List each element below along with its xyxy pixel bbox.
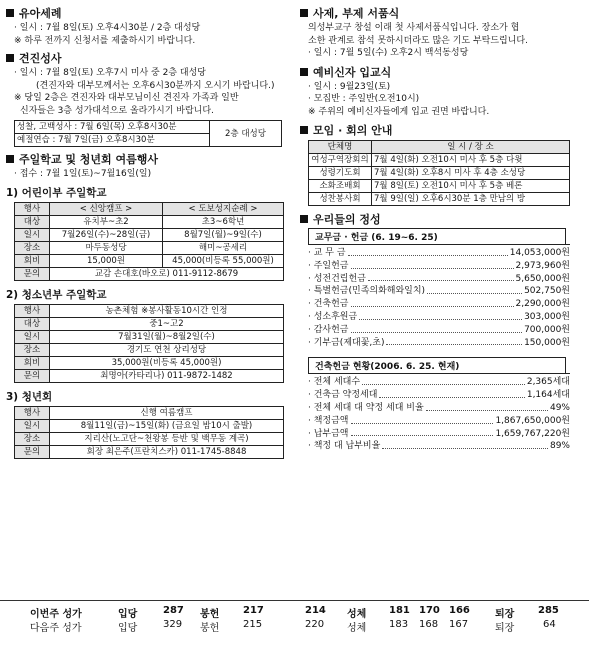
- table-cell: 성찬봉사회: [309, 193, 372, 206]
- young-adult-table: [14, 406, 284, 459]
- list-item: · 책정 대 납부비율 89%: [308, 441, 570, 452]
- table-cell: 최명아(카타리나) 011-9872-1482: [50, 369, 284, 382]
- table-row: [15, 215, 284, 228]
- text-line: (견진자와 대부모께서는 오후6시30분까지 오시기 바랍니다.): [36, 80, 275, 91]
- confirmation-schedule-table: [14, 120, 282, 147]
- text-line: ※ 당일 2층은 견진자와 대부모님이신 견진자 가족과 일반: [14, 93, 239, 103]
- table-cell: 8월11일(금)~15일(화) (금요일 밤10시 출발): [50, 419, 284, 432]
- hymn-cell: 170: [419, 605, 440, 616]
- text-line: · 일시 : 9월23일(토): [308, 81, 391, 92]
- table-row: [15, 202, 284, 215]
- table-row: [15, 406, 284, 419]
- table-cell: 7월 4일(화) 오후8시 미사 후 4층 소성당: [372, 167, 570, 180]
- text-line: · 모집반 : 주일반(오전10시): [308, 94, 420, 104]
- hymn-footer: [0, 600, 589, 634]
- section-infant-baptism: 유아세례: [6, 5, 290, 21]
- hymn-cell: 64: [543, 619, 556, 630]
- table-row: [15, 317, 284, 330]
- table-cell: 대상: [15, 317, 50, 330]
- text-line: · 일시 : 7월 8일(토) 오후7시 미사 중 2층 대성당: [14, 68, 206, 78]
- building-fund-box-title: 건축헌금 현황(2006. 6. 25. 현재): [308, 357, 566, 373]
- list-item: · 납부금액 1,659,767,220원: [308, 428, 570, 439]
- table-row: [15, 445, 284, 458]
- section-ordination: 사제, 부제 서품식: [300, 5, 583, 21]
- table-cell: 성찰, 고백성사 : 7월 6일(목) 오후8시30분: [15, 121, 210, 134]
- table-row: [15, 369, 284, 382]
- hymn-cell: 168: [419, 619, 439, 630]
- text-line: 소한 관계로 참석 못하시더라도 많은 기도 부탁드립니다.: [308, 35, 528, 46]
- table-row: [15, 267, 284, 280]
- right-column: [300, 0, 583, 453]
- section-catechumen: 예비신자 입교식: [300, 64, 583, 80]
- table-cell: < 도보성지순례 >: [163, 202, 284, 215]
- list-item: · 전체 세대 대 약정 세대 비율 49%: [308, 402, 570, 413]
- hymn-cell: 215: [243, 619, 263, 630]
- bullet-square-icon: [300, 9, 308, 17]
- table-cell: 7월 4일(화) 오전10시 미사 후 5층 다윗: [372, 154, 570, 167]
- table-cell: 교감 손대호(바오로) 011-9112-8679: [50, 267, 284, 280]
- hymn-row-this-week: [0, 605, 589, 619]
- text-line: · 일시 : 7월 5일(수) 오후2시 백석동성당: [308, 48, 469, 58]
- list-item: · 건축헌금 2,290,000원: [308, 299, 570, 310]
- section-summer-events: 주일학교 및 청년회 여름행사: [6, 151, 290, 167]
- left-column: [6, 0, 290, 462]
- table-cell: 지리산(노고단~천왕봉 등반 및 백무동 계곡): [50, 432, 284, 445]
- table-cell: 7월31일(월)~8월2일(수): [50, 330, 284, 343]
- table-cell: 예절연습 : 7월 7일(금) 오후8시30분: [15, 134, 210, 147]
- table-cell: 농촌체험 ※봉사활동10시간 인정: [50, 304, 284, 317]
- table-cell: 회비: [15, 254, 50, 267]
- table-cell: 7월 8일(토) 오전10시 미사 후 5층 베론: [372, 180, 570, 193]
- table-cell: 회비: [15, 356, 50, 369]
- table-cell: 문의: [15, 369, 50, 382]
- table-cell: 행사: [15, 304, 50, 317]
- subsection-youth: 2) 청소년부 주일학교: [6, 288, 107, 301]
- subsection-children: 1) 어린이부 주일학교: [6, 186, 107, 199]
- list-item: · 건축금 약정세대 1,164세대: [308, 390, 570, 401]
- table-cell: 대상: [15, 215, 50, 228]
- table-cell: 경기도 연천 상리성당: [50, 343, 284, 356]
- table-cell: 일시: [15, 228, 50, 241]
- children-table: [14, 202, 284, 281]
- hymn-cell: 봉헌: [200, 623, 220, 634]
- table-cell: 장소: [15, 241, 50, 254]
- table-row: [15, 228, 284, 241]
- hymn-cell: 입당: [118, 609, 138, 620]
- table-cell: 행사: [15, 406, 50, 419]
- hymn-cell: 287: [163, 605, 184, 616]
- table-cell: 여성구역장회의: [309, 154, 372, 167]
- table-cell: 장소: [15, 432, 50, 445]
- list-item: · 교 무 금 14,053,000원: [308, 248, 570, 258]
- list-item: · 감사헌금 700,000원: [308, 324, 570, 335]
- table-cell: 회장 최은주(프란치스카) 011-1745-8848: [50, 445, 284, 458]
- hymn-cell: 220: [305, 619, 325, 630]
- table-row: [15, 304, 284, 317]
- table-row: [309, 141, 570, 154]
- text-line: 의성부교구 창설 이래 첫 사제서품식입니다. 장소가 협: [308, 23, 520, 33]
- table-cell: 초3~6학년: [163, 215, 284, 228]
- section-offerings: 우리들의 정성: [300, 211, 583, 227]
- table-row: [15, 432, 284, 445]
- table-row: [15, 254, 284, 267]
- table-cell: 8월7일(월)~9일(수): [163, 228, 284, 241]
- table-cell: 문의: [15, 267, 50, 280]
- hymn-cell: 퇴장: [495, 623, 515, 634]
- youth-table: [14, 304, 284, 383]
- bullet-square-icon: [300, 68, 308, 76]
- table-row: [309, 193, 570, 206]
- table-row: [309, 167, 570, 180]
- table-row: [15, 419, 284, 432]
- text-line: · 일시 : 7월 8일(토) 오후4시30분 / 2층 대성당: [14, 23, 201, 33]
- list-item: · 기부금(제대꽃,초) 150,000원: [308, 337, 570, 348]
- table-row: [15, 241, 284, 254]
- hymn-cell: 퇴장: [495, 609, 515, 620]
- table-cell: 일시: [15, 330, 50, 343]
- hymn-label: 이번주 성가: [30, 609, 82, 620]
- offerings-box-title: 교무금 · 헌금 (6. 19~6. 25): [308, 228, 566, 244]
- text-line: 신자들은 3층 성가대석으로 올라가시기 바랍니다.: [20, 105, 214, 116]
- hymn-cell: 183: [389, 619, 409, 630]
- table-cell: 45,000(비등록 55,000원): [163, 254, 284, 267]
- bullet-square-icon: [6, 155, 14, 163]
- table-cell: 중1~고2: [50, 317, 284, 330]
- hymn-cell: 181: [389, 605, 410, 616]
- list-item: · 전체 세대수 2,365세대: [308, 377, 570, 388]
- subsection-young-adult: 3) 청년회: [6, 390, 53, 403]
- hymn-cell: 봉헌: [200, 609, 220, 620]
- table-cell: 성령기도회: [309, 167, 372, 180]
- table-row: [15, 356, 284, 369]
- table-cell: 2층 대성당: [210, 121, 282, 147]
- list-item: · 특별헌금(민족의화해와일치) 502,750원: [308, 286, 570, 297]
- hymn-cell: 성체: [347, 609, 367, 620]
- bullet-square-icon: [6, 9, 14, 17]
- table-cell: 35,000원(비등록 45,000원): [50, 356, 284, 369]
- hymn-cell: 214: [305, 605, 326, 616]
- table-cell: < 신앙캠프 >: [50, 202, 163, 215]
- table-cell: 소화조배회: [309, 180, 372, 193]
- hymn-cell: 167: [449, 619, 469, 630]
- hymn-row-next-week: [0, 619, 589, 633]
- bullet-square-icon: [6, 54, 14, 62]
- table-row: [15, 330, 284, 343]
- offerings-box: [308, 228, 570, 453]
- bullet-square-icon: [300, 126, 308, 134]
- table-cell: 신행 여름캠프: [50, 406, 284, 419]
- list-item: · 책정금액 1,867,650,000원: [308, 415, 570, 426]
- table-cell: 장소: [15, 343, 50, 356]
- table-cell: 마두동성당: [50, 241, 163, 254]
- table-row: [309, 154, 570, 167]
- text-line: ※ 주위의 예비신자들에게 입교 권면 바랍니다.: [308, 106, 490, 117]
- text-line: ※ 하루 전까지 신청서를 제출하시기 바랍니다.: [14, 35, 196, 46]
- table-cell: 행사: [15, 202, 50, 215]
- table-cell: 일시: [15, 419, 50, 432]
- section-confirmation: 견진성사: [6, 50, 290, 66]
- table-header: 단체명: [309, 141, 372, 154]
- table-cell: 해미~공세리: [163, 241, 284, 254]
- table-cell: 유치부~초2: [50, 215, 163, 228]
- table-row: [309, 180, 570, 193]
- text-line: · 접수 : 7월 1일(토)~7월16일(일): [14, 169, 152, 179]
- hymn-cell: 입당: [118, 623, 138, 634]
- hymn-cell: 285: [538, 605, 559, 616]
- meetings-table: [308, 140, 570, 206]
- table-header: 일 시 / 장 소: [372, 141, 570, 154]
- section-meetings: 모임 · 회의 안내: [300, 122, 583, 138]
- hymn-label: 다음주 성가: [30, 623, 82, 634]
- hymn-cell: 성체: [347, 623, 367, 634]
- table-cell: 문의: [15, 445, 50, 458]
- list-item: · 성소후원금 303,000원: [308, 311, 570, 322]
- table-row: [15, 343, 284, 356]
- table-cell: 7월 9일(일) 오후6시30분 1층 만남의 방: [372, 193, 570, 206]
- list-item: · 주일헌금 2,973,960원: [308, 260, 570, 271]
- hymn-cell: 217: [243, 605, 264, 616]
- table-cell: 7월26일(수)~28일(금): [50, 228, 163, 241]
- hymn-cell: 329: [163, 619, 183, 630]
- bullet-square-icon: [300, 215, 308, 223]
- table-cell: 15,000원: [50, 254, 163, 267]
- hymn-cell: 166: [449, 605, 470, 616]
- list-item: · 성전건립헌금 5,650,000원: [308, 273, 570, 284]
